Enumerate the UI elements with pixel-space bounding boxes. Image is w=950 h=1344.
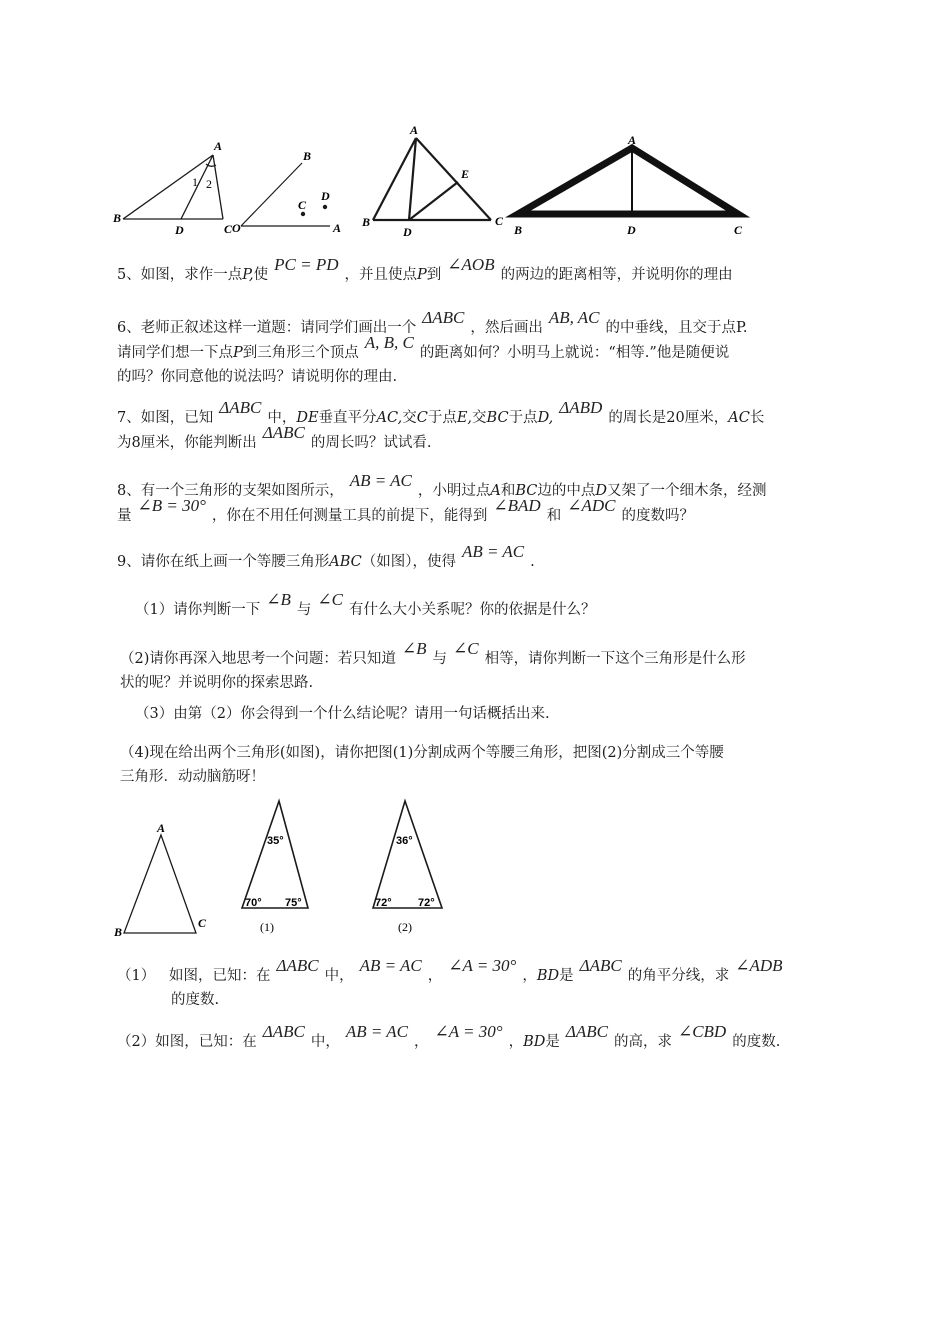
q7-var-bc: BC [486,410,509,426]
fig3-label-c: C [495,214,504,228]
q8-text-4: 边的中点 [537,483,596,499]
fig1-angle-right: 75° [285,897,302,909]
q8-text-6: 量 [117,508,132,524]
q7-var-c: C [416,410,428,426]
q5-var-p: P, [242,267,254,283]
q9-3-text-1: （3）由第（2）你会得到一个什么结论呢？请用一句话概括出来. [135,706,550,722]
fig2-angle-right: 72° [418,897,435,909]
p1-text-2: 中， [324,968,354,984]
fig1-angle-2: 2 [206,177,212,191]
p1-formula-angle-adb: ∠ADB [735,956,783,975]
fig3-label-d: D [403,225,412,239]
p1-formula-ab-ac: AB = AC [359,956,422,975]
fig4-label-b: B [514,223,523,237]
problem-1 [117,956,842,1012]
p1-formula-angle-a: ∠A = 30° [448,956,517,975]
p1-formula-abc: ΔABC [276,956,319,975]
fig2-label-a: A [333,221,342,235]
q9-4-text-2: 三角形．动动脑筋呀！ [120,769,265,785]
p2-line-1 [117,1022,842,1054]
p2-formula-abc: ΔABC [262,1022,305,1041]
q9-4-line-1 [120,741,845,765]
q7-line-2 [117,423,842,455]
p1-text-4: ， [522,968,537,984]
q6-formula-abc: ΔABC [422,308,465,327]
q8-var-d: D [595,483,608,499]
q8-text-7: ，你在不用任何测量工具的前提下，能得到 [211,508,488,524]
q8-line-2 [117,496,842,528]
q6-formula-ab-ac: AB, AC [548,308,600,327]
q7-formula-abc-2: ΔABC [262,423,305,442]
fig4-label-c: C [734,223,743,237]
p2-text-3: ， [413,1034,429,1050]
q9-2-text-1: （2)请你再深入地思考一个问题：若只知道 [120,651,396,667]
q8-formula-ab-ac: AB = AC [349,471,412,490]
figure-triangle-2 [373,801,442,908]
q6-text-1: 6、老师正叙述这样一道题：请同学们画出一个 [117,320,417,336]
q9-line-1 [117,542,842,574]
q9-text-3: . [530,554,535,570]
p2-text-2: 中， [310,1034,340,1050]
q7-text-5: 于点 [427,410,457,426]
q9-1-formula-angle-c: ∠C [317,590,343,609]
fig1-caption: (1) [260,920,274,934]
q8-formula-angle-bad: ∠BAD [493,496,541,515]
q6-text-2: ，然后画出 [470,320,543,336]
q9-1-text-1: （1）请你判断一下 [135,602,261,618]
q5-text-3: ，并且使点 [344,267,418,283]
figure-isosceles-abc [124,835,196,933]
q8-text-8: 和 [546,508,562,524]
q8-text-9: 的度数吗？ [621,508,694,524]
q7-text-6: 交 [472,410,487,426]
q5-text-4: 到 [426,267,442,283]
p1-text-6: 的角平分线，求 [627,968,730,984]
q9-text-1: 9、请你在纸上画一个等腰三角形 [117,554,330,570]
p1-line-1 [117,956,842,988]
fig3-label-a: A [410,123,419,137]
q7-text-11: 的周长吗？试试看. [310,435,432,451]
q8-text-5: 又架了一个细木条，经测 [607,483,767,499]
p1-number: （1） [117,968,156,984]
q7-var-de: DE [296,410,319,426]
q7-text-7: 于点 [508,410,538,426]
question-7 [117,398,842,455]
p2-text-1: （2）如图，已知：在 [117,1034,257,1050]
p2-text-7: 的度数. [732,1034,781,1050]
q8-text-2: ，小明过点 [417,483,491,499]
figA-label-b: B [114,925,123,939]
q9-1-text-2: 与 [296,602,312,618]
fig2-angle-top: 36° [396,835,413,847]
q7-formula-abd: ΔABD [559,398,603,417]
fig2-angle-left: 72° [375,897,392,909]
question-5 [117,255,842,287]
q6-text-5: 到三角形三个顶点 [242,345,359,361]
q7-var-ac2: AC [728,410,750,426]
q9-1-formula-angle-b: ∠B [266,590,291,609]
fig1-label-d: D [175,223,184,237]
fig1-angle-left: 70° [245,897,262,909]
figure-perpendicular-bisector-triangle [373,138,491,220]
p1-var-bd: BD [536,968,560,984]
q9-2-line-1 [120,639,845,671]
q8-text-3: 和 [500,483,516,499]
q8-line-1 [117,471,842,503]
fig2-point-c [301,212,305,216]
q7-text-9: 长 [749,410,765,426]
q8-formula-angle-adc: ∠ADC [567,496,616,515]
p2-text-6: 的高，求 [613,1034,672,1050]
q5-text-2: 使 [253,267,269,283]
q6-text-7: 的吗？你同意他的说法吗？请说明你的理由. [117,369,398,385]
question-9 [117,542,842,574]
question-9-4 [120,741,845,789]
q5-line-1 [117,255,842,287]
q7-text-2: 中， [267,410,297,426]
fig4-label-a: A [628,133,637,147]
p2-var-bd: BD [523,1034,546,1050]
q6-text-4: 请同学们想一下点 [117,345,233,361]
q6-line-1 [117,308,842,340]
q9-formula-ab-ac: AB = AC [461,542,525,561]
q6-line-3 [117,365,842,389]
bottom-figures [0,790,950,940]
fig2-caption: (2) [398,920,412,934]
question-9-2 [120,639,845,695]
fig1-label-c: C [224,222,233,236]
q9-2-text-3: 相等，请你判断一下这个三角形是什么形 [484,651,746,667]
q6-text-3: 的中垂线，且交于点P. [605,320,748,336]
q9-2-formula-angle-b: ∠B [401,639,427,658]
question-9-3 [135,702,860,726]
figA-label-a: A [157,821,166,835]
p2-formula-ab-ac: AB = AC [345,1022,408,1041]
q7-var-d: D, [537,410,554,426]
p2-text-5: 是 [545,1034,560,1050]
q9-2-formula-angle-c: ∠C [453,639,479,658]
q5-formula-pc-pd: PC = PD [274,255,339,274]
question-9-1 [135,590,860,622]
fig2-label-d: D [321,189,330,203]
p1-text-3: ， [427,968,443,984]
fig2-label-c: C [298,198,307,212]
fig2-point-d [323,205,327,209]
q5-var-p2: P [417,267,427,283]
q5-formula-angle-aob: ∠AOB [447,255,495,274]
q9-2-line-2 [120,671,845,695]
fig3-label-b: B [362,215,371,229]
question-6 [117,308,842,389]
top-figures [0,0,950,250]
q9-1-text-3: 有什么大小关系呢？你的依据是什么？ [348,602,596,618]
q8-formula-angle-b: ∠B = 30° [137,496,206,515]
q6-text-6: 的距离如何？小明马上就说：“相等.”他是随便说 [419,345,730,361]
q6-line-2 [117,333,842,365]
p2-formula-angle-a: ∠A = 30° [434,1022,503,1041]
p1-text-5: 是 [559,968,574,984]
q9-2-text-4: 状的呢？并说明你的探索思路. [120,675,314,691]
problem-2 [117,1022,842,1054]
figA-label-c: C [198,916,207,930]
question-8 [117,471,842,528]
q9-var-abc: ABC [329,554,362,570]
p1-formula-abc-2: ΔABC [579,956,622,975]
p1-text-1: 如图，已知：在 [169,968,271,984]
q9-4-line-2 [120,765,845,789]
q8-var-a: A [490,483,501,499]
q7-text-1: 7、如图，已知 [117,410,214,426]
q9-4-text-1: （4)现在给出两个三角形(如图)，请你把图(1)分割成两个等腰三角形，把图(2)分割成三个等腰 [120,745,724,761]
fig1-angle-1: 1 [192,175,198,189]
q9-2-text-2: 与 [432,651,448,667]
q6-formula-abc-points: A, B, C [364,333,414,352]
q9-3-line [135,702,860,726]
q5-text-5: 的两边的距离相等，并说明你的理由 [500,267,733,283]
fig4-label-d: D [627,223,636,237]
q9-text-2: （如图），使得 [361,554,456,570]
p2-formula-abc-2: ΔABC [565,1022,608,1041]
p2-text-4: ， [508,1034,524,1050]
q7-text-8: 的周长是20厘米， [608,410,729,426]
fig1-label-a: A [214,139,223,153]
p1-text-7: 的度数. [171,992,220,1008]
p1-line-2 [117,988,842,1012]
q7-text-3: 垂直平分 [318,410,377,426]
fig2-label-o: O [232,221,241,235]
q7-formula-abc: ΔABC [219,398,262,417]
q6-var-p: P [233,345,243,361]
p2-formula-angle-cbd: ∠CBD [677,1022,727,1041]
q9-1-line [135,590,860,622]
q8-var-bc: BC [515,483,538,499]
fig1-label-b: B [113,211,122,225]
q8-text-1: 8、有一个三角形的支架如图所示， [117,483,344,499]
fig2-label-b: B [303,149,312,163]
fig3-label-e: E [461,167,470,181]
q5-text-1: 5、如图，求作一点 [117,267,243,283]
figure-angle-aob [241,163,330,226]
q7-line-1 [117,398,842,430]
figure-triangle-1 [242,801,308,908]
q7-text-10: 为8厘米，你能判断出 [117,435,257,451]
q7-var-ac: AC, [376,410,403,426]
figure-truss-bracket [518,148,738,214]
q7-text-4: 交 [402,410,417,426]
q7-var-e: E, [456,410,473,426]
fig1-angle-top: 35° [267,835,284,847]
